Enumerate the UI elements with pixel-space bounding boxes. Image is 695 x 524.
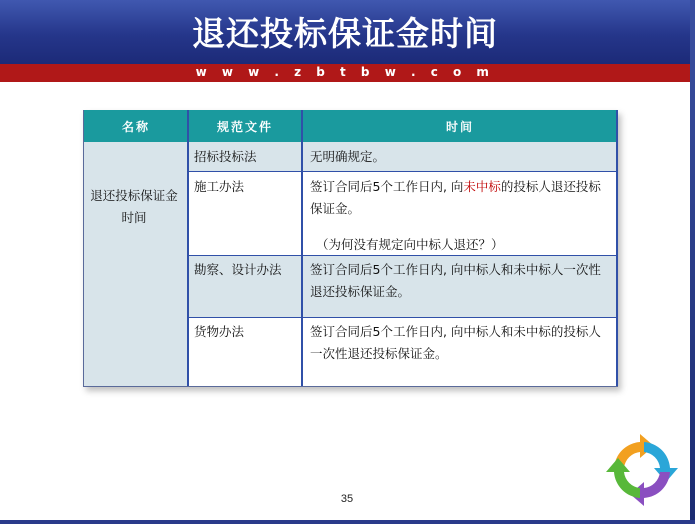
title-bar — [0, 0, 690, 64]
table-row-note: （为何没有规定向中标人退还？） — [316, 237, 504, 252]
website-url: w w w . z b t b w . c o m — [195, 65, 495, 79]
time-text: 签订合同后5个工作日内, 向 — [310, 179, 464, 194]
highlight-text: 未中标 — [463, 179, 501, 194]
bottom-border — [0, 520, 695, 524]
grid-line — [616, 110, 618, 386]
table-row-doc: 货物办法 — [194, 324, 245, 339]
slide-title: 退还投标保证金时间 — [192, 14, 498, 53]
page-number: 35 — [340, 493, 354, 505]
recycle-arrows-icon — [604, 432, 680, 508]
table-row-doc: 招标投标法 — [194, 149, 257, 164]
deposit-refund-table — [83, 110, 618, 387]
row-group-cell-bg — [84, 142, 188, 386]
table-row-doc: 勘察、设计办法 — [194, 262, 282, 277]
grid-line — [187, 110, 189, 386]
grid-line — [188, 171, 618, 172]
header-time: 时间 — [302, 110, 618, 142]
header-document: 规范文件 — [188, 110, 302, 142]
table-row-doc: 施工办法 — [194, 179, 245, 194]
table-row-time — [310, 176, 610, 220]
url-bar — [0, 64, 690, 82]
table-row-time: 无明确规定。 — [310, 149, 386, 164]
row-group-label: 退还投标保证金时间 — [90, 188, 178, 225]
grid-line — [188, 317, 618, 318]
grid-line — [301, 110, 303, 386]
time-text: 的投标人退还投标保证金。 — [310, 179, 601, 216]
table-row-time: 签订合同后5个工作日内, 向中标人和未中标的投标人一次性退还投标保证金。 — [310, 324, 601, 361]
header-name: 名称 — [84, 110, 188, 142]
table-row-time: 签订合同后5个工作日内, 向中标人和未中标人一次性退还投标保证金。 — [310, 262, 601, 299]
right-border — [690, 0, 695, 524]
